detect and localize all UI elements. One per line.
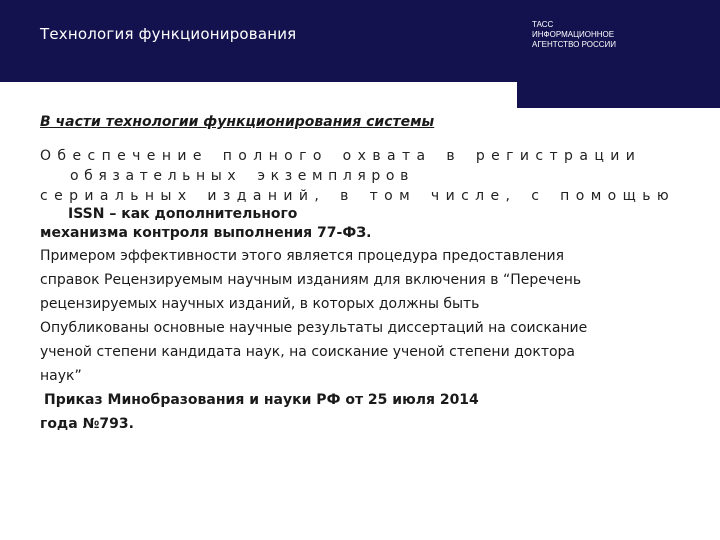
agency-line: АГЕНТСТВО РОССИИ (532, 40, 617, 49)
agency-line: ТАСС (532, 20, 554, 29)
page-title: Технология функционирования (40, 25, 297, 43)
body-line: ученой степени кандидата наук, на соискание ученой степени доктора (40, 344, 576, 360)
body-line: наук” (40, 368, 82, 384)
agency-logo-text (532, 20, 662, 50)
document-body (40, 114, 690, 436)
spaced-line: обязательных экземпляров (70, 168, 414, 184)
body-line: справок Рецензируемым научным изданиям для включения в “Перечень (40, 272, 582, 288)
agency-line: ИНФОРМАЦИОННОЕ (532, 30, 615, 39)
order-line: года №793. (40, 416, 134, 432)
section-subtitle: В части технологии функционирования системы (40, 114, 435, 130)
spaced-line: Обеспечение полного охвата в регистрации (40, 148, 642, 164)
body-line: рецензируемых научных изданий, в которых должны быть (40, 296, 480, 312)
bold-line: ISSN – как дополнительного (68, 206, 298, 222)
spaced-line: сериальных изданий, в том числе, с помощью (40, 188, 676, 204)
header-tab (517, 82, 720, 108)
body-line: Опубликованы основные научные результаты диссертаций на соискание (40, 320, 588, 336)
order-line: Приказ Минобразования и науки РФ от 25 июля 2014 (44, 392, 479, 408)
order-reference (40, 388, 690, 436)
body-line: Примером эффективности этого является процедура предоставления (40, 248, 565, 264)
bold-line: механизма контроля выполнения 77-ФЗ. (40, 225, 372, 241)
